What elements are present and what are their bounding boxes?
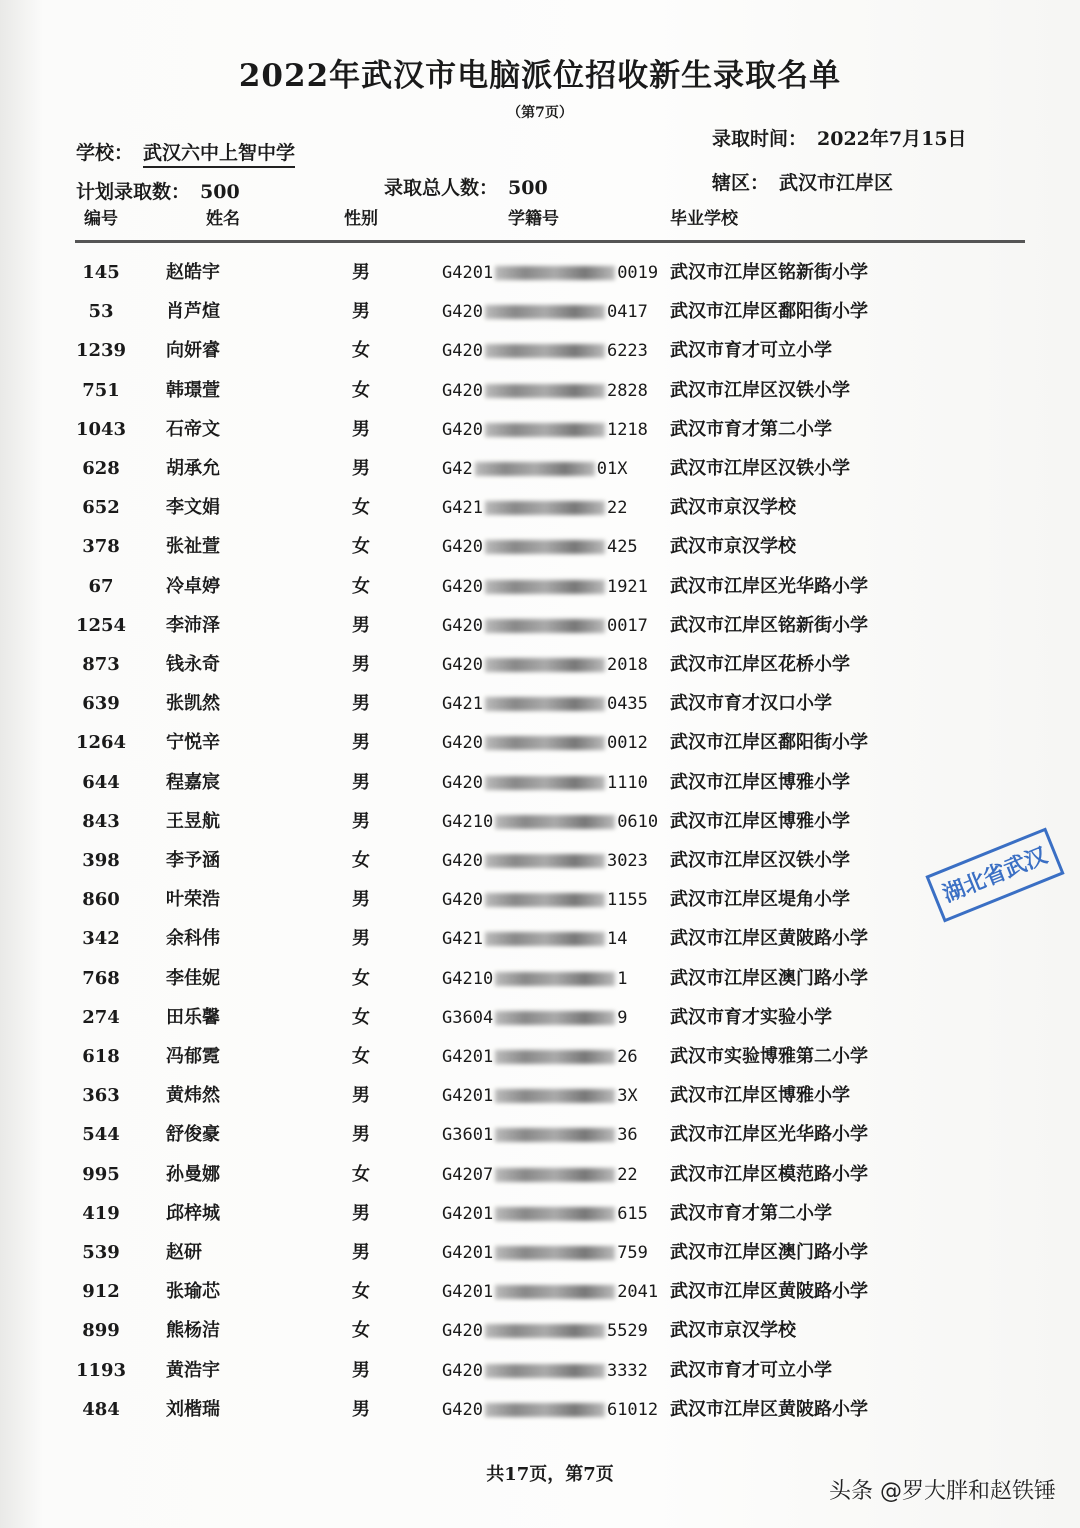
row-number: 67 <box>88 575 114 597</box>
graduation-school: 武汉市江岸区博雅小学 <box>670 771 850 793</box>
redacted-blur <box>485 423 605 437</box>
student-id-prefix: G420 <box>442 576 483 597</box>
redacted-blur <box>485 697 605 711</box>
student-sex: 女 <box>352 967 370 989</box>
student-id-prefix: G420 <box>442 615 483 636</box>
student-sex: 女 <box>352 536 370 558</box>
table-row <box>0 1395 1080 1425</box>
student-sex: 女 <box>352 1320 370 1342</box>
row-number: 843 <box>82 810 120 832</box>
student-sex: 女 <box>352 379 370 401</box>
redacted-blur <box>495 1128 615 1142</box>
table-row <box>0 297 1080 327</box>
row-number: 1239 <box>75 340 127 362</box>
admit-time: 2022年7月15日 <box>817 128 967 150</box>
redacted-blur <box>495 815 615 829</box>
student-id-prefix: G421 <box>442 498 483 519</box>
student-id-prefix: G420 <box>442 380 483 401</box>
student-id-suffix: 3023 <box>606 851 648 871</box>
redacted-blur <box>495 266 615 280</box>
student-id <box>442 1160 638 1190</box>
row-number: 912 <box>82 1281 120 1303</box>
student-sex: 男 <box>352 301 370 323</box>
redacted-blur <box>485 1324 605 1338</box>
student-name: 向妍睿 <box>166 340 220 362</box>
graduation-school: 武汉市江岸区模范路小学 <box>670 1163 868 1185</box>
graduation-school: 武汉市江岸区黄陂路小学 <box>670 1281 868 1303</box>
student-sex: 女 <box>352 497 370 519</box>
student-id <box>442 1199 648 1229</box>
student-id <box>442 689 648 719</box>
student-id-suffix: 14 <box>606 929 628 950</box>
student-id-prefix: G4201 <box>442 1086 494 1107</box>
student-id-prefix: G4210 <box>442 811 494 832</box>
redacted-blur <box>485 776 605 790</box>
column-header-name: 姓名 <box>206 209 240 229</box>
student-name: 李文娟 <box>166 497 220 519</box>
student-name: 赵研 <box>166 1242 202 1263</box>
student-sex: 女 <box>352 1163 370 1185</box>
graduation-school: 武汉市江岸区花桥小学 <box>670 654 850 675</box>
table-row <box>0 1277 1080 1307</box>
student-id-prefix: G420 <box>442 1360 483 1381</box>
redacted-blur <box>475 462 595 476</box>
table-row <box>0 1160 1080 1190</box>
table-row <box>0 1356 1080 1386</box>
student-sex: 男 <box>352 1124 370 1146</box>
redacted-blur <box>485 854 605 868</box>
graduation-school: 武汉市育才第二小学 <box>670 418 832 440</box>
student-id <box>442 768 648 798</box>
table-row <box>0 532 1080 562</box>
student-name: 熊杨洁 <box>166 1320 220 1342</box>
student-id-suffix: 2828 <box>606 380 648 401</box>
student-id-suffix: 22 <box>617 1164 638 1185</box>
student-id <box>442 1356 648 1386</box>
graduation-school: 武汉市江岸区汉铁小学 <box>670 458 850 479</box>
student-id-suffix: 01X <box>596 459 628 479</box>
student-id <box>442 532 638 562</box>
header-divider <box>75 240 1025 243</box>
graduation-school: 武汉市江岸区澳门路小学 <box>670 1242 868 1263</box>
graduation-school: 武汉市江岸区汉铁小学 <box>670 379 850 401</box>
redacted-blur <box>495 1011 615 1025</box>
student-sex: 男 <box>352 693 370 715</box>
total-field <box>384 173 558 200</box>
redacted-blur <box>485 1364 605 1378</box>
admit-time-field <box>712 124 977 151</box>
student-id <box>442 1316 648 1346</box>
student-id-prefix: G4201 <box>442 1243 494 1263</box>
student-name: 钱永奇 <box>166 654 220 675</box>
student-name: 李予涵 <box>166 850 220 871</box>
graduation-school: 武汉市江岸区鄱阳街小学 <box>670 301 868 323</box>
table-row <box>0 336 1080 366</box>
student-id-prefix: G420 <box>442 1399 483 1420</box>
total-label: 录取总人数： <box>384 177 499 199</box>
student-id-suffix: 22 <box>606 498 628 519</box>
student-id <box>442 924 627 954</box>
table-row <box>0 611 1080 641</box>
student-sex: 男 <box>352 1085 370 1107</box>
student-id <box>442 493 627 523</box>
student-id-prefix: G420 <box>442 655 483 675</box>
student-name: 李佳妮 <box>166 967 220 989</box>
student-name: 肖芦煊 <box>166 301 220 323</box>
student-id <box>442 807 658 837</box>
student-name: 刘楷瑞 <box>166 1398 220 1420</box>
student-id-prefix: G420 <box>442 851 483 871</box>
student-id-prefix: G420 <box>442 1321 483 1342</box>
table-row <box>0 1199 1080 1229</box>
graduation-school: 武汉市育才第二小学 <box>670 1202 832 1224</box>
column-header-no: 编号 <box>84 209 118 229</box>
student-id-suffix: 0435 <box>606 694 648 715</box>
student-id-prefix: G4201 <box>442 1282 494 1303</box>
row-number: 1264 <box>75 732 127 754</box>
student-sex: 男 <box>352 889 370 911</box>
table-row <box>0 650 1080 680</box>
table-row <box>0 376 1080 406</box>
row-number: 1254 <box>75 614 127 636</box>
table-row <box>0 846 1080 876</box>
row-number: 873 <box>82 654 120 675</box>
graduation-school: 武汉市江岸区铭新街小学 <box>670 262 868 283</box>
table-row <box>0 1238 1080 1268</box>
student-sex: 男 <box>352 458 370 479</box>
redacted-blur <box>485 619 605 633</box>
student-id-prefix: G4201 <box>442 1203 494 1224</box>
student-id-prefix: G420 <box>442 890 483 911</box>
row-number: 274 <box>82 1006 120 1028</box>
student-id-suffix: 0019 <box>617 263 659 283</box>
row-number: 398 <box>82 850 120 871</box>
student-id-suffix: 425 <box>606 537 638 558</box>
table-row <box>0 885 1080 915</box>
student-name: 张瑜芯 <box>166 1281 220 1303</box>
watermark: 头条 @罗大胖和赵铁锤 <box>829 1479 1056 1504</box>
student-name: 余科伟 <box>166 928 220 950</box>
student-id <box>442 1395 658 1425</box>
redacted-blur <box>495 1207 615 1221</box>
planned-label: 计划录取数： <box>76 181 191 203</box>
graduation-school: 武汉市江岸区博雅小学 <box>670 1085 850 1107</box>
planned-field <box>76 177 250 204</box>
column-header-school: 毕业学校 <box>670 209 738 229</box>
student-id-suffix: 1218 <box>606 419 648 440</box>
school-field <box>76 138 305 165</box>
table-row <box>0 493 1080 523</box>
row-number: 544 <box>82 1124 120 1146</box>
table-row <box>0 728 1080 758</box>
student-id <box>442 1238 648 1268</box>
school-label: 学校： <box>76 142 134 164</box>
redacted-blur <box>485 893 605 907</box>
student-name: 石帝文 <box>166 418 220 440</box>
redacted-blur <box>485 344 605 358</box>
student-id-prefix: G420 <box>442 537 483 558</box>
table-row <box>0 1042 1080 1072</box>
student-name: 孙曼娜 <box>166 1163 220 1185</box>
student-id-suffix: 2041 <box>617 1282 659 1303</box>
student-name: 黄浩宇 <box>166 1359 220 1381</box>
redacted-blur <box>495 1246 615 1260</box>
table-row <box>0 807 1080 837</box>
redacted-blur <box>485 658 605 672</box>
student-id-suffix: 36 <box>617 1125 638 1146</box>
admit-time-label: 录取时间： <box>712 128 808 150</box>
graduation-school: 武汉市江岸区铭新街小学 <box>670 614 868 636</box>
student-id-suffix: 759 <box>617 1243 648 1263</box>
student-id <box>442 336 648 366</box>
row-number: 378 <box>82 536 120 558</box>
redacted-blur <box>485 540 605 554</box>
student-id <box>442 1003 627 1033</box>
student-id <box>442 728 648 758</box>
table-row <box>0 454 1080 484</box>
student-id <box>442 846 648 876</box>
student-sex: 男 <box>352 418 370 440</box>
student-id-suffix: 6223 <box>606 341 648 362</box>
student-id-prefix: G421 <box>442 929 483 950</box>
student-name: 王昱航 <box>166 810 220 832</box>
row-number: 995 <box>82 1163 120 1185</box>
student-id-suffix: 2018 <box>606 655 648 675</box>
student-name: 邱梓城 <box>166 1202 220 1224</box>
student-name: 舒俊豪 <box>166 1124 220 1146</box>
redacted-blur <box>485 384 605 398</box>
student-sex: 女 <box>352 575 370 597</box>
graduation-school: 武汉市江岸区黄陂路小学 <box>670 928 868 950</box>
row-number: 618 <box>82 1046 120 1067</box>
student-id-suffix: 0017 <box>606 615 648 636</box>
student-id <box>442 1042 638 1072</box>
student-id-suffix: 0417 <box>606 302 648 323</box>
table-row <box>0 689 1080 719</box>
student-id-suffix: 5529 <box>606 1321 648 1342</box>
student-name: 韩璟萱 <box>166 379 220 401</box>
student-id-prefix: G421 <box>442 694 483 715</box>
graduation-school: 武汉市京汉学校 <box>670 1320 796 1342</box>
student-id <box>442 297 648 327</box>
student-name: 张祉萱 <box>166 536 220 558</box>
table-row <box>0 1120 1080 1150</box>
student-id <box>442 1081 638 1111</box>
table-row <box>0 768 1080 798</box>
student-id-suffix: 1 <box>617 968 628 989</box>
redacted-blur <box>485 736 605 750</box>
row-number: 1043 <box>75 418 127 440</box>
student-id-suffix: 9 <box>617 1007 628 1028</box>
student-sex: 男 <box>352 732 370 754</box>
student-id-suffix: 26 <box>617 1047 638 1067</box>
student-id-suffix: 0610 <box>617 811 659 832</box>
redacted-blur <box>495 1285 615 1299</box>
row-number: 628 <box>82 458 120 479</box>
student-sex: 男 <box>352 928 370 950</box>
student-name: 宁悦辛 <box>166 732 220 754</box>
redacted-blur <box>495 972 615 986</box>
row-number: 860 <box>82 889 120 911</box>
redacted-blur <box>485 305 605 319</box>
student-sex: 男 <box>352 1202 370 1224</box>
student-sex: 男 <box>352 810 370 832</box>
student-id-suffix: 3332 <box>606 1360 648 1381</box>
student-name: 田乐馨 <box>166 1006 220 1028</box>
graduation-school: 武汉市江岸区汉铁小学 <box>670 850 850 871</box>
student-id <box>442 1120 638 1150</box>
school-name: 武汉六中上智中学 <box>143 142 295 168</box>
table-row <box>0 258 1080 288</box>
student-sex: 男 <box>352 654 370 675</box>
student-id <box>442 415 648 445</box>
row-number: 539 <box>82 1242 120 1263</box>
student-id-suffix: 1155 <box>606 890 648 911</box>
student-id-suffix: 61012 <box>606 1399 659 1420</box>
row-number: 342 <box>82 928 120 950</box>
graduation-school: 武汉市江岸区光华路小学 <box>670 575 868 597</box>
student-sex: 男 <box>352 614 370 636</box>
column-header-sex: 性别 <box>344 209 378 229</box>
student-name: 胡承允 <box>166 458 220 479</box>
student-sex: 男 <box>352 262 370 283</box>
redacted-blur <box>485 501 605 515</box>
student-id <box>442 1277 658 1307</box>
row-number: 363 <box>82 1085 120 1107</box>
student-name: 张凯然 <box>166 693 220 715</box>
student-id-suffix: 1921 <box>606 576 648 597</box>
graduation-school: 武汉市江岸区光华路小学 <box>670 1124 868 1146</box>
page-footer: 共17页，第7页 <box>486 1464 614 1485</box>
student-id <box>442 258 658 288</box>
redacted-blur <box>495 1050 615 1064</box>
student-id-prefix: G42 <box>442 459 473 479</box>
student-sex: 男 <box>352 771 370 793</box>
row-number: 652 <box>82 497 120 519</box>
student-id-prefix: G420 <box>442 302 483 323</box>
district-value: 武汉市江岸区 <box>779 172 894 194</box>
student-id-prefix: G4207 <box>442 1164 494 1185</box>
table-row <box>0 1081 1080 1111</box>
student-id-suffix: 0012 <box>606 733 648 754</box>
student-id-prefix: G420 <box>442 733 483 754</box>
student-sex: 男 <box>352 1398 370 1420</box>
graduation-school: 武汉市江岸区黄陂路小学 <box>670 1398 868 1420</box>
student-id <box>442 885 648 915</box>
graduation-school: 武汉市江岸区鄱阳街小学 <box>670 732 868 754</box>
redacted-blur <box>485 580 605 594</box>
graduation-school: 武汉市江岸区堤角小学 <box>670 889 850 911</box>
official-stamp: 湖北省武汉 <box>925 827 1064 922</box>
graduation-school: 武汉市京汉学校 <box>670 536 796 558</box>
redacted-blur <box>485 932 605 946</box>
student-sex: 女 <box>352 1046 370 1067</box>
table-row <box>0 964 1080 994</box>
student-id-suffix: 3X <box>617 1086 638 1107</box>
student-id <box>442 964 627 994</box>
graduation-school: 武汉市实验博雅第二小学 <box>670 1046 868 1067</box>
student-name: 冷卓婷 <box>166 575 220 597</box>
graduation-school: 武汉市京汉学校 <box>670 497 796 519</box>
planned-value: 500 <box>200 181 240 203</box>
student-sex: 女 <box>352 1006 370 1028</box>
redacted-blur <box>495 1168 615 1182</box>
student-name: 冯郁霓 <box>166 1046 220 1067</box>
student-id <box>442 454 627 484</box>
student-id-prefix: G420 <box>442 419 483 440</box>
graduation-school: 武汉市江岸区澳门路小学 <box>670 967 868 989</box>
table-row <box>0 415 1080 445</box>
graduation-school: 武汉市育才可立小学 <box>670 340 832 362</box>
page-label: （第7页） <box>507 105 573 121</box>
graduation-school: 武汉市江岸区博雅小学 <box>670 810 850 832</box>
row-number: 899 <box>82 1320 120 1342</box>
student-sex: 女 <box>352 1281 370 1303</box>
student-name: 李沛泽 <box>166 614 220 636</box>
student-name: 赵皓宇 <box>166 262 220 283</box>
student-id-prefix: G420 <box>442 772 483 793</box>
table-row <box>0 1316 1080 1346</box>
student-id-prefix: G4210 <box>442 968 494 989</box>
student-sex: 女 <box>352 850 370 871</box>
student-id-prefix: G3601 <box>442 1125 494 1146</box>
student-id <box>442 650 648 680</box>
row-number: 644 <box>82 771 120 793</box>
row-number: 768 <box>82 967 120 989</box>
student-id-prefix: G4201 <box>442 1047 494 1067</box>
student-id <box>442 611 648 641</box>
row-number: 53 <box>88 301 114 323</box>
student-id-suffix: 615 <box>617 1203 648 1224</box>
student-id <box>442 376 648 406</box>
row-number: 1193 <box>75 1359 127 1381</box>
district-label: 辖区： <box>712 172 770 194</box>
row-number: 484 <box>82 1398 120 1420</box>
row-number: 639 <box>82 693 120 715</box>
student-sex: 男 <box>352 1359 370 1381</box>
row-number: 419 <box>82 1202 120 1224</box>
table-row <box>0 572 1080 602</box>
student-name: 叶荣浩 <box>166 889 220 911</box>
student-name: 黄炜然 <box>166 1085 220 1107</box>
document-title: 2022年武汉市电脑派位招收新生录取名单 <box>238 58 842 94</box>
student-sex: 女 <box>352 340 370 362</box>
graduation-school: 武汉市育才汉口小学 <box>670 693 832 715</box>
table-row <box>0 1003 1080 1033</box>
student-id <box>442 572 648 602</box>
student-name: 程嘉宸 <box>166 771 220 793</box>
student-id-suffix: 1110 <box>606 772 648 793</box>
graduation-school: 武汉市育才可立小学 <box>670 1359 832 1381</box>
graduation-school: 武汉市育才实验小学 <box>670 1006 832 1028</box>
row-number: 145 <box>82 262 120 283</box>
district-field <box>712 168 903 195</box>
table-row <box>0 924 1080 954</box>
student-sex: 男 <box>352 1242 370 1263</box>
column-header-id: 学籍号 <box>508 209 559 229</box>
student-id-prefix: G4201 <box>442 263 494 283</box>
student-id-prefix: G420 <box>442 341 483 362</box>
redacted-blur <box>495 1089 615 1103</box>
student-id-prefix: G3604 <box>442 1007 494 1028</box>
redacted-blur <box>485 1403 605 1417</box>
total-value: 500 <box>508 177 548 199</box>
row-number: 751 <box>82 379 120 401</box>
